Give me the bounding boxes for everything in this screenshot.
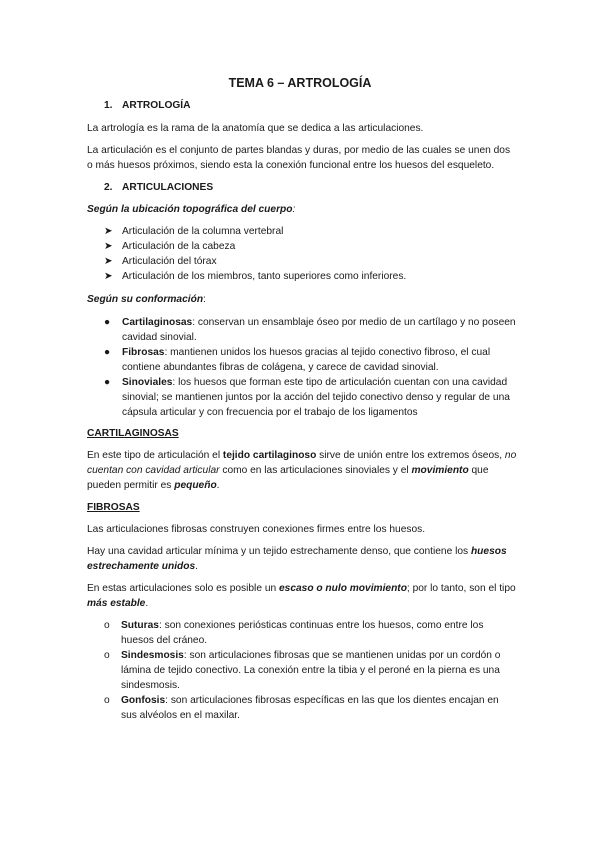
subheading-topografica xyxy=(87,202,517,217)
dot-bullet-icon: ● xyxy=(104,377,111,388)
definition: : son articulaciones fibrosas específicas en las que los dientes encajan en sus alvéolos en el maxilar. xyxy=(121,695,499,721)
bold-italic-run: movimiento xyxy=(411,465,469,476)
arrow-bullet-icon: ➤ xyxy=(104,271,113,282)
paragraph-cartilaginosas xyxy=(87,448,517,493)
text-run: . xyxy=(216,480,220,491)
circle-list xyxy=(104,618,516,723)
fibrosas-heading: FIBROSAS xyxy=(87,502,140,513)
bold-italic-run: escaso o nulo movimiento xyxy=(278,583,407,594)
bold-italic-run: huesos estrechamente unidos xyxy=(87,546,507,572)
subheading-label: Según la ubicación topográfica del cuerpo xyxy=(87,204,293,215)
text-run: ; por lo tanto, son el tipo xyxy=(406,583,516,594)
subheading-colon: : xyxy=(292,204,296,215)
list-item xyxy=(104,618,516,648)
arrow-list xyxy=(104,224,516,284)
arrow-bullet-icon: ➤ xyxy=(104,226,113,237)
list-item xyxy=(104,345,516,375)
arrow-bullet-icon: ➤ xyxy=(104,241,113,252)
list-item xyxy=(104,224,516,239)
circle-bullet-icon: o xyxy=(104,620,110,631)
dot-bullet-icon: ● xyxy=(104,317,111,328)
section-2-heading xyxy=(104,180,534,195)
text-run: En estas articulaciones solo es posible un xyxy=(87,583,279,594)
arrow-bullet-icon: ➤ xyxy=(104,256,113,267)
paragraph-fibrosas-1: Las articulaciones fibrosas construyen conexiones firmes entre los huesos. xyxy=(87,524,426,535)
text-run: sirve de unión entre los extremos óseos, xyxy=(316,450,505,461)
definition: : los huesos que forman este tipo de articulación cuentan con una cavidad sinovial; se mantienen juntos por la acción del tejido conectivo denso y regular de una cápsula articular y con frecuencia por el trabajo de los ligamentos xyxy=(122,377,510,418)
bold-run: tejido cartilaginoso xyxy=(222,450,317,461)
list-item xyxy=(104,693,516,723)
list-item-text: Articulación de la cabeza xyxy=(122,241,236,252)
term: Cartilaginosas xyxy=(122,317,193,328)
paragraph-articulacion: La articulación es el conjunto de partes blandas y duras, por medio de las cuales se unen dos o más huesos próximos, siendo esta la conexión funcional entre los huesos del esqueleto. xyxy=(87,145,511,171)
subheading-colon: : xyxy=(203,294,206,305)
text-run: . xyxy=(145,598,149,609)
list-item-text: Articulación de los miembros, tanto superiores como inferiores. xyxy=(122,271,407,282)
list-item xyxy=(104,375,516,420)
bold-italic-run: más estable xyxy=(87,598,146,609)
definition: : conservan un ensamblaje óseo por medio de un cartílago y no poseen cavidad sinovial. xyxy=(122,317,516,343)
page-title: TEMA 6 – ARTROLOGÍA xyxy=(228,76,372,90)
paragraph-definition: La artrología es la rama de la anatomía que se dedica a las articulaciones. xyxy=(87,123,424,134)
section-title: ARTICULACIONES xyxy=(122,182,214,193)
list-item-text: Articulación de la columna vertebral xyxy=(122,226,284,237)
text-run: Hay una cavidad articular mínima y un tejido estrechamente denso, que contiene los xyxy=(87,546,471,557)
bold-italic-run: pequeño xyxy=(174,480,217,491)
term: Sinoviales xyxy=(122,377,173,388)
list-item xyxy=(104,269,516,284)
term: Gonfosis xyxy=(121,695,166,706)
dot-bullet-icon: ● xyxy=(104,347,111,358)
bullet-list xyxy=(104,315,516,420)
list-item xyxy=(104,239,516,254)
list-item xyxy=(104,254,516,269)
paragraph-fibrosas-3 xyxy=(87,581,517,611)
definition: : mantienen unidos los huesos gracias al tejido conectivo fibroso, el cual contiene abundantes fibras de colágena, y carece de cavidad sinovial. xyxy=(122,347,491,373)
term: Sindesmosis xyxy=(121,650,184,661)
list-item xyxy=(104,315,516,345)
list-item-text: Articulación del tórax xyxy=(122,256,217,267)
definition: : son articulaciones fibrosas que se mantienen unidas por un cordón o lámina de tejido conectivo. La conexión entre la tibia y el peroné en la pierna es una sindesmosis. xyxy=(121,650,501,691)
text-run: En este tipo de articulación el xyxy=(87,450,223,461)
circle-bullet-icon: o xyxy=(104,695,110,706)
text-run: como en las articulaciones sinoviales y el xyxy=(219,465,412,476)
circle-bullet-icon: o xyxy=(104,650,110,661)
term: Suturas xyxy=(121,620,159,631)
paragraph-fibrosas-2 xyxy=(87,544,517,574)
section-title: ARTROLOGÍA xyxy=(122,100,191,111)
list-item xyxy=(104,648,516,693)
text-run: que pueden permitir es xyxy=(87,465,489,491)
text-run: . xyxy=(195,561,198,572)
section-number: 2. xyxy=(104,182,113,193)
section-number: 1. xyxy=(104,100,113,111)
definition: : son conexiones periósticas continuas entre los huesos, como entre los huesos del cráneo. xyxy=(121,620,484,646)
section-1-heading xyxy=(104,98,534,113)
term: Fibrosas xyxy=(122,347,165,358)
subheading-conformacion xyxy=(87,292,517,307)
subheading-label: Según su conformación xyxy=(87,294,204,305)
italic-run: no cuentan con cavidad articular xyxy=(87,450,517,476)
cartilaginosas-heading: CARTILAGINOSAS xyxy=(87,428,179,439)
